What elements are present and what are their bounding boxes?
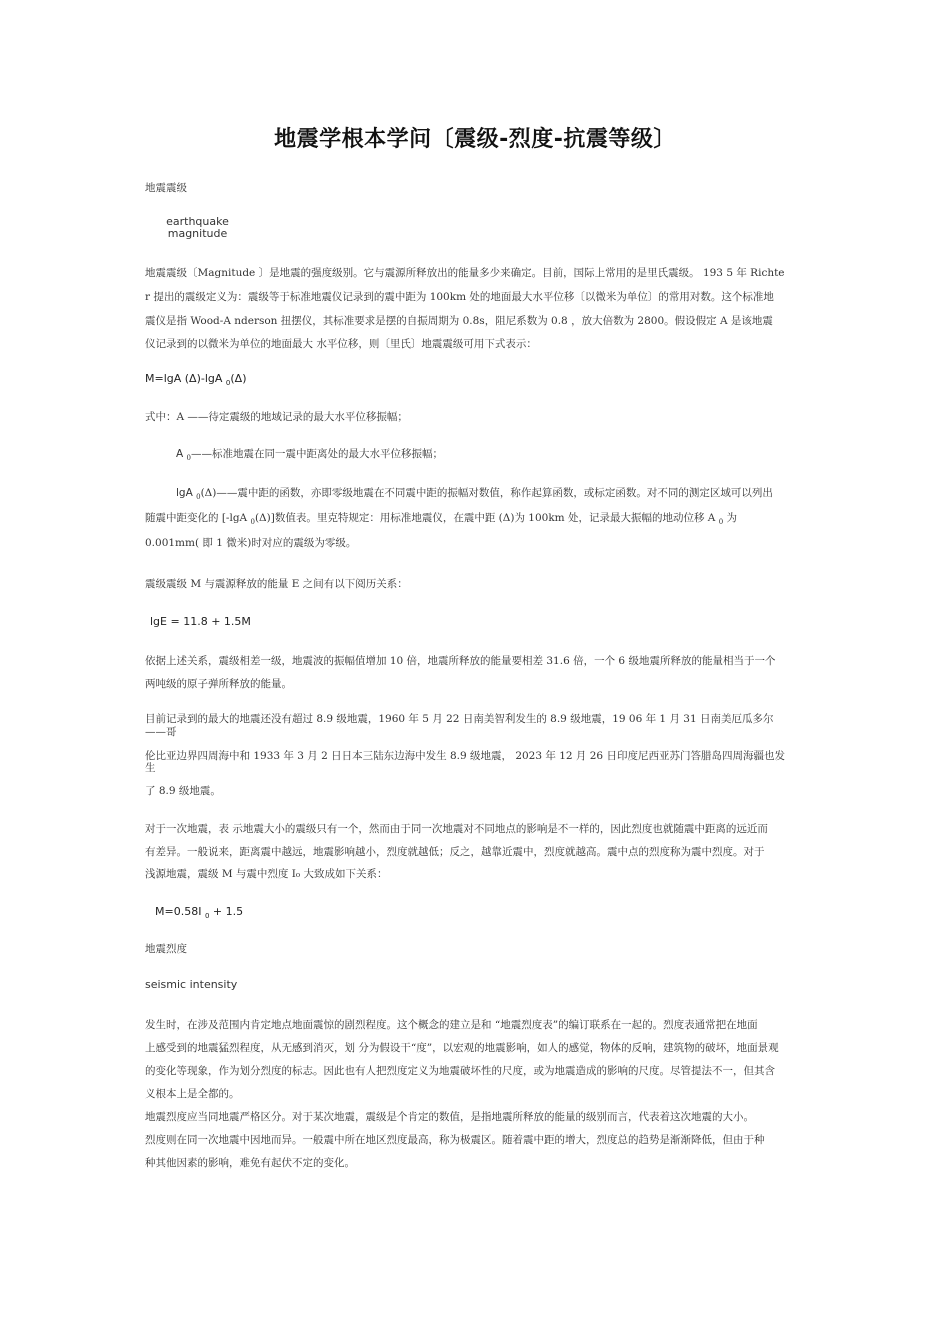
formula-energy: lgE = 11.8 + 1.5M xyxy=(150,615,251,628)
energy-intro: 震级震级 M 与震源释放的能量 E 之间有以下阅历关系： xyxy=(145,578,408,590)
paragraph-line: 义根本上是全都的。 xyxy=(145,1088,240,1100)
english-term-line-1: earthquake xyxy=(166,215,229,228)
section-heading-magnitude: 地震震级 xyxy=(145,182,187,194)
paragraph-line: 震仪是指 Wood-A nderson 扭摆仪，其标准要求是摆的自振周期为 0.8s，阻尼系数为 0.8 ，放大倍数为 2800。假设假定 A 是该地震 xyxy=(145,315,773,327)
paragraph-line: 发生时，在涉及范围内肯定地点地面震惊的剧烈程度。这个概念的建立是和 “地震烈度表”的编订联系在一起的。烈度表通常把在地面 xyxy=(145,1019,758,1031)
paragraph-line: 有差异。一般说来，距离震中越远，地震影响越小，烈度就越低；反之，越靠近震中，烈度就越高。震中点的烈度称为震中烈度。对于 xyxy=(145,846,765,858)
page-title: 地震学根本学问〔震级-烈度-抗震等级〕 xyxy=(274,127,676,152)
definition-text: 随震中距变化的 [-lgA xyxy=(145,512,251,524)
paragraph-line: 上感受到的地震猛烈程度，从无感到消灭，划 分为假设干“度”，以宏观的地震影响，如人的感觉，物体的反响，建筑物的破坏，地面景观 xyxy=(145,1042,779,1054)
english-term-intensity: seismic intensity xyxy=(145,978,238,991)
section-heading-intensity: 地震烈度 xyxy=(145,943,187,955)
paragraph-line: 了 8.9 级地震。 xyxy=(145,785,221,797)
symbol-subscript: 0 xyxy=(196,493,201,501)
definition-text: (Δ)]数值表。里克特规定：用标准地震仪，在震中距 (Δ)为 100km 处，记录最大振幅的地动位移 A xyxy=(254,512,719,524)
paragraph-line: ——哥 xyxy=(145,726,177,738)
definition-lga0-line-2 xyxy=(145,511,737,529)
paragraph-line: 浅源地震，震级 M 与震中烈度 I₀ 大致成如下关系： xyxy=(145,868,388,880)
formula-richter xyxy=(145,372,246,390)
symbol-subscript: 0 xyxy=(186,454,191,462)
formula-subscript: 0 xyxy=(204,912,210,920)
paragraph-line: 依据上述关系，震级相差一级，地震波的振幅值增加 10 倍，地震所释放的能量要相差 31.6 倍，一个 6 级地震所释放的能量相当于一个 xyxy=(145,655,776,667)
paragraph-line: 两吨级的原子弹所释放的能量。 xyxy=(145,678,292,690)
definition-lga0-line-3: 0.001mm( 即 1 微米)时对应的震级为零级。 xyxy=(145,537,357,549)
symbol-subscript: 0 xyxy=(718,518,724,526)
definition-lga0 xyxy=(176,486,773,504)
definition-text: (Δ)——震中距的函数，亦即零级地震在不同震中距的振幅对数值，称作起算函数，或标定函数。对不同的测定区域可以列出 xyxy=(200,487,773,499)
paragraph-line: 烈度则在同一次地震中因地而异。一般震中所在地区烈度最高，称为极震区。随着震中距的增大，烈度总的趋势是渐渐降低，但由于种 xyxy=(145,1134,765,1146)
paragraph-line: 的变化等现象，作为划分烈度的标志。因此也有人把烈度定义为地震破坏性的尺度，或为地震造成的影响的尺度。尽管提法不一，但其含 xyxy=(145,1065,775,1077)
symbol-subscript: 0 xyxy=(250,518,255,526)
symbol: lgA xyxy=(176,487,197,499)
paragraph-line: 种其他因素的影响，难免有起伏不定的变化。 xyxy=(145,1157,355,1169)
paragraph-line: 地震烈度应当同地震严格区分。对于某次地震，震级是个肯定的数值，是指地震所释放的能量的级别而言，代表着这次地震的大小。 xyxy=(145,1111,754,1123)
paragraph-line: 地震震级〔Magnitude 〕是地震的强度级别。它与震源所释放出的能量多少来确定。目前，国际上常用的是里氏震级。 193 5 年 Richte xyxy=(145,267,785,279)
paragraph-line: 生 xyxy=(145,762,156,774)
formula-subscript: 0 xyxy=(225,379,231,387)
formula-part: M=0.58I xyxy=(155,905,205,918)
symbol: A xyxy=(176,448,187,460)
paragraph-line: 目前记录到的最大的地震还没有超过 8.9 级地震，1960 年 5 月 22 日南美智利发生的 8.9 级地震，19 06 年 1 月 31 日南美厄瓜多尔 xyxy=(145,713,774,725)
paragraph-line: r 提出的震级定义为：震级等于标准地震仪记录到的震中距为 100km 处的地面最大水平位移〔以微米为单位〕的常用对数。这个标准地 xyxy=(145,291,774,303)
formula-part: (Δ) xyxy=(230,372,247,385)
paragraph-line: 仪记录到的以微米为单位的地面最大 水平位移，则〔里氏〕地震震级可用下式表示： xyxy=(145,338,537,350)
formula-intensity xyxy=(155,905,243,923)
definition-text: ——标准地震在同一震中距离处的最大水平位移振幅； xyxy=(191,448,443,460)
definition-a: 式中：A ——待定震级的地域记录的最大水平位移振幅； xyxy=(145,411,408,423)
formula-part: M=lgA (Δ)-lgA xyxy=(145,372,226,385)
paragraph-line: 伦比亚边界四周海中和 1933 年 3 月 2 日日本三陆东边海中发生 8.9 级地震， 2023 年 12 月 26 日印度尼西亚苏门答腊岛四周海疆也发 xyxy=(145,750,785,762)
definition-text: 为 xyxy=(723,512,738,524)
paragraph-line: 对于一次地震，表 示地震大小的震级只有一个，然而由于同一次地震对不同地点的影响是不一样的，因此烈度也就随震中距离的远近而 xyxy=(145,823,768,835)
definition-a0 xyxy=(176,447,443,465)
formula-part: + 1.5 xyxy=(209,905,244,918)
english-term-line-2: magnitude xyxy=(167,227,228,240)
